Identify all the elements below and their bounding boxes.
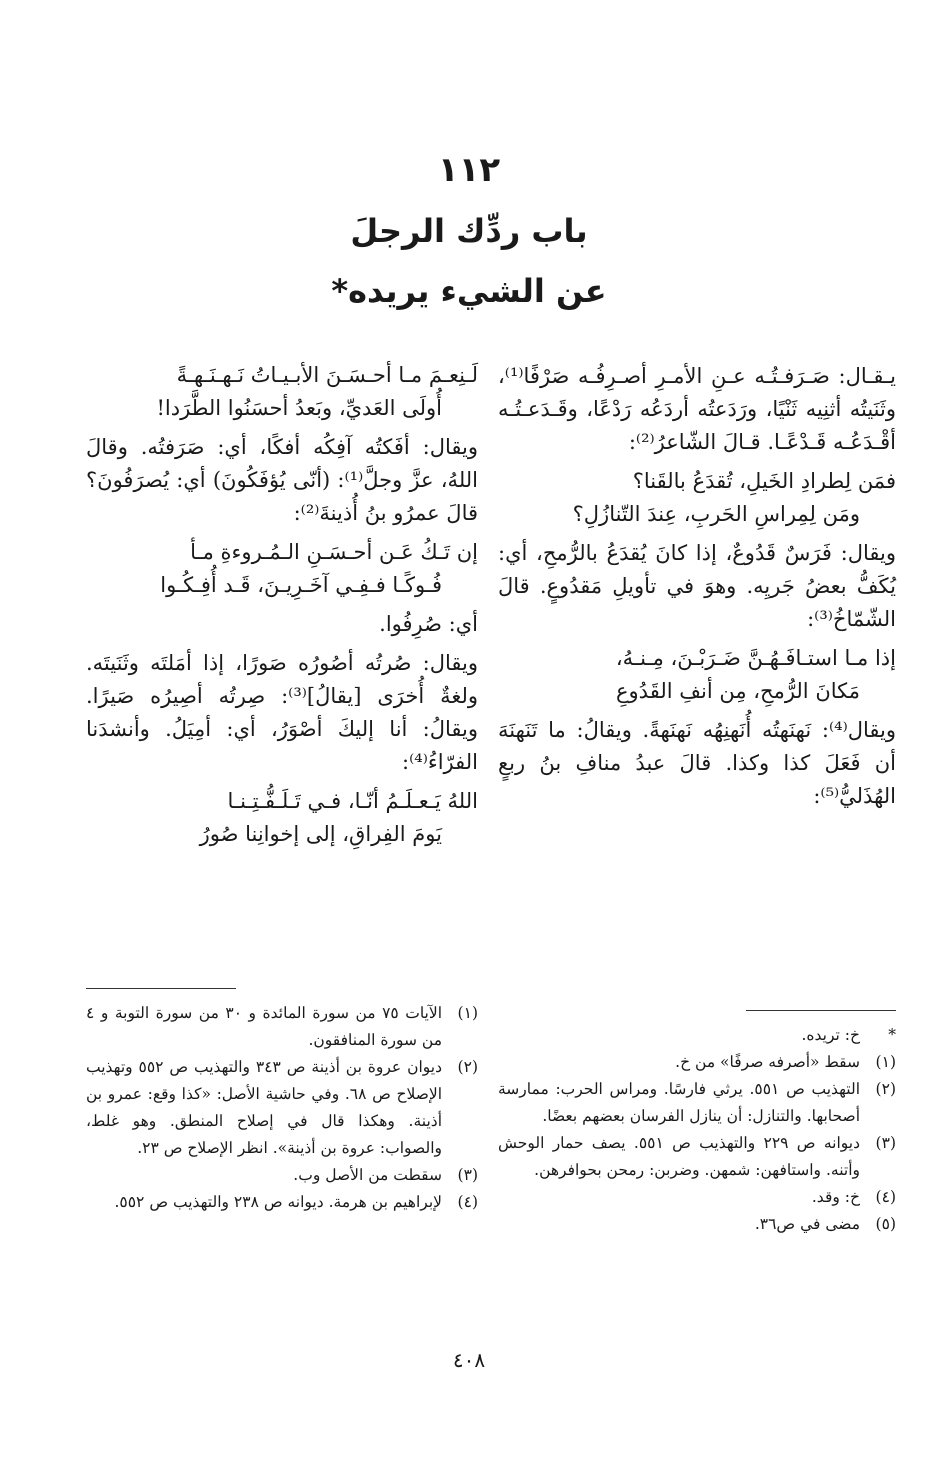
- verse-hemistich-1: اللهُ يَـعـلَـمُ أنّـا، فـي تَـلَـفُّـتِـنـا: [227, 789, 478, 813]
- footnote: [498, 1076, 896, 1130]
- footnote-text: ديوان عروة بن أذينة ص ٣٤٣ والتهذيب ص ٥٥٢ وتهذيب الإصلاح ص ٦٨. وفي حاشية الأصل: «كذا وقع: عمرو بن أذينة. وهكذا قال في إصلاح المنطق. وهو غلط، والصواب: عروة بن أذينة». انظر الإصلاح ص ٢٣.: [86, 1058, 443, 1157]
- chapter-number: ١١٢: [437, 150, 501, 190]
- footnote-text: الآيات ٧٥ من سورة المائدة و ٣٠ من سورة التوبة و ٤ من سورة المنافقون.: [86, 1004, 442, 1049]
- footnotes-right: [498, 1022, 896, 1238]
- footnotes-left: [86, 1000, 478, 1216]
- chapter-title-line1: باب ردِّك الرجلَ: [350, 212, 588, 250]
- verse-hemistich-2: مَكانَ الرُّمحِ، مِن أنفِ القَدُوعِ: [616, 679, 860, 703]
- footnote-text: سقط «أصرفه صرفًا» من خ.: [675, 1053, 860, 1071]
- verse-hemistich-2: يَومَ الفِراقِ، إلى إخوانِنا صُورُ: [199, 822, 442, 846]
- paragraph: ويقال: فَرَسٌ قَدُوعٌ، إذا كانَ يُقدَعُ بالرُّمحِ، أي: يُكَفُّ بعضُ جَريِه. وهوَ في تأويلِ مَقدُوعٍ. قالَ الشّمّاخُ⁽³⁾:: [498, 541, 896, 631]
- chapter-title-line2: عن الشيء يريده*: [331, 272, 607, 310]
- verse-hemistich-1: إن تَـكُ عَـن أحـسَـنِ الـمُـروءةِ مـأ: [190, 540, 478, 564]
- verse: [498, 642, 896, 708]
- footnote: [498, 1049, 896, 1076]
- verse: [86, 536, 478, 602]
- footnote: [498, 1184, 896, 1211]
- verse: [86, 785, 478, 851]
- footnote-marker: (٥): [875, 1215, 896, 1233]
- paragraph: يـقـال: صَـرَفـتُـه عـنِ الأمـرِ أصـرِفُـه صَرْفًا⁽¹⁾، وثَنَيتُه أثنِيه ثَنْيًا، ورَدَعتُه أردَعُه رَدْعًا، وقَـدَعـتُـه أقْـدَعُـه قَـدْعًـا. قـالَ الشّاعرُ⁽²⁾:: [498, 364, 896, 454]
- verse: [498, 465, 896, 531]
- right-column: [498, 360, 896, 819]
- footnote-marker: (٤): [457, 1193, 478, 1211]
- verse-hemistich-2: أُولَى العَديِّ، وبَعدُ أحسَنُوا الطَّرَدا!: [156, 396, 442, 420]
- paragraph: ويقال: صُرتُه أصُورُه صَورًا، إذا أمَلتَه وثَنَيتَه. ولغةٌ أُخرَى [يقالُ]⁽³⁾: صِرتُه أصِيرُه صَيرًا. ويقالُ: أنا إليكَ أصْوَرُ، أي: أمِيَلُ. وأنشدَنا الفرّاءُ⁽⁴⁾:: [86, 651, 478, 774]
- footnote-text: خ: تريده.: [801, 1026, 860, 1044]
- footnote-text: سقطت من الأصل وب.: [293, 1166, 442, 1184]
- verse-hemistich-1: إذا مـا استـافَـهُـنَّ ضَـرَبْـنَ، مِـنـهُ،: [615, 646, 896, 670]
- page-number: ٤٠٨: [452, 1348, 486, 1372]
- footnote: [86, 1054, 478, 1162]
- verse-hemistich-1: فمَن لِطرادِ الخَيلِ، تُقدَعُ بالقَنا؟: [632, 469, 896, 493]
- footnote: [498, 1130, 896, 1184]
- footnote-text: مضى في ص٣٦.: [754, 1215, 860, 1233]
- footnote-text: التهذيب ص ٥٥١. يرثي فارسًا. ومراس الحرب: ممارسة أصحابها. والتنازل: أن ينازل الفرسان بعضهم بعضًا.: [498, 1080, 861, 1125]
- footnote-separator-right: [746, 1010, 896, 1011]
- footnote: [498, 1022, 896, 1049]
- paragraph: ويقال⁽⁴⁾: نَهنَهتُه أُنَهنِهُه نَهنَهةً. ويقالُ: ما تَنَهنَهَ أن فَعَلَ كذا وكذا. قالَ عبدُ منافِ بنُ ربعٍ الهُذَليُّ⁽⁵⁾:: [498, 718, 896, 808]
- footnote-marker: (٢): [457, 1058, 478, 1076]
- footnote-marker: (٣): [875, 1134, 896, 1152]
- footnote-text: لإبراهيم بن هرمة. ديوانه ص ٢٣٨ والتهذيب ص ٥٥٢.: [114, 1193, 442, 1211]
- footnote: [498, 1211, 896, 1238]
- footnote-marker: (٤): [875, 1188, 896, 1206]
- verse-hemistich-2: ومَن لِمِراسِ الحَربِ، عِندَ التّنازُلِ؟: [572, 502, 860, 526]
- footnote-marker: (٣): [457, 1166, 478, 1184]
- footnote-marker: (٢): [875, 1080, 896, 1098]
- verse-hemistich-1: لَـنِعـمَ مـا أحـسَـنَ الأبـيـاتُ نَـهـنَـهـةً: [176, 363, 478, 387]
- footnote: [86, 1000, 478, 1054]
- paragraph: أي: صُرِفُوا.: [379, 612, 478, 636]
- footnote-marker: (١): [875, 1053, 896, 1071]
- verse: [86, 359, 478, 425]
- left-column: [86, 355, 478, 857]
- footnote-marker: *: [888, 1026, 896, 1044]
- verse-hemistich-2: فُـوكًـا فـفِـي آخَـرِيـنَ، قَـد أُفِـكُـوا: [160, 573, 442, 597]
- footnote-separator-left: [86, 988, 236, 989]
- paragraph: ويقال: أفَكتُه آفِكُه أفكًا، أي: صَرَفتُه. وقالَ اللهُ، عزَّ وجلَّ⁽¹⁾: (أنّى يُؤفَكُونَ) أي: يُصرَفُونَ؟ قالَ عمرُو بنُ أُذينةَ⁽²⁾:: [86, 435, 479, 525]
- footnote-text: خ: وقد.: [811, 1188, 860, 1206]
- footnote-marker: (١): [457, 1004, 478, 1022]
- footnote: [86, 1189, 478, 1216]
- footnote: [86, 1162, 478, 1189]
- footnote-text: ديوانه ص ٢٢٩ والتهذيب ص ٥٥١. يصف حمار الوحش وأتنه. واستافهن: شمهن. وضربن: رمحن بحوافرهن.: [498, 1134, 861, 1179]
